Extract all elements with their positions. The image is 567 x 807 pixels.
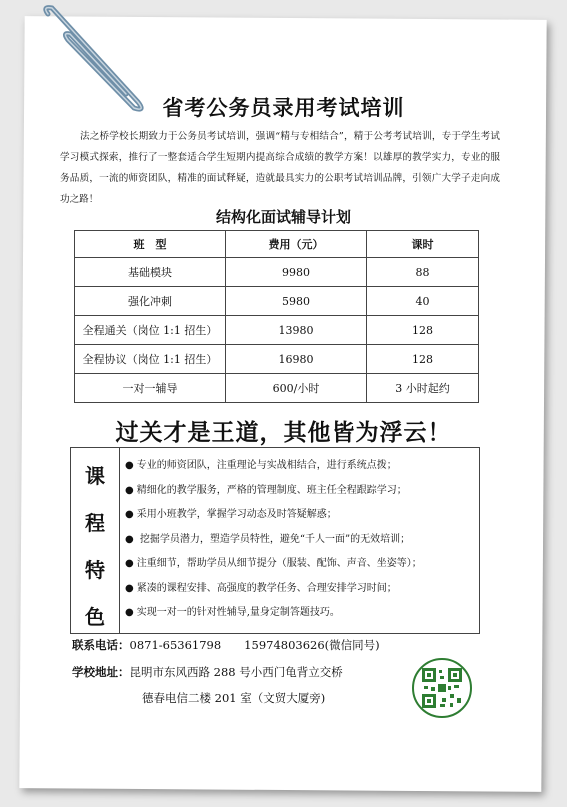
- cell-hours: 40: [367, 287, 479, 316]
- list-item: ● 专业的师资团队，注重理论与实战相结合，进行系统点拨；: [125, 454, 475, 479]
- list-item: ● 挖掘学员潜力，塑造学员特性，避免“千人一面”的无效培训；: [125, 528, 475, 553]
- list-item: ● 实现一对一的针对性辅导,量身定制答题技巧。: [125, 601, 475, 626]
- cell-fee: 600/小时: [226, 374, 367, 403]
- slogan: 过关才是王道，其他皆为浮云！: [115, 420, 452, 446]
- list-item: ● 采用小班教学，掌握学习动态及时答疑解惑；: [125, 503, 475, 528]
- contact-address: [72, 664, 343, 680]
- heading-char: 程: [85, 511, 105, 535]
- address-line-2: 德春电信二楼 201 室（文贸大厦旁): [142, 691, 326, 705]
- table-row: [75, 287, 479, 316]
- plan-title: 结构化面试辅导计划: [215, 208, 351, 226]
- fee-table: [74, 230, 479, 403]
- qr-code-icon: [412, 658, 472, 718]
- list-item: ● 紧凑的课程安排、高强度的教学任务、合理安排学习时间；: [125, 577, 475, 602]
- list-item: ● 注重细节，帮助学员从细节提分（服装、配饰、声音、坐姿等）；: [125, 552, 475, 577]
- cell-hours: 88: [367, 258, 479, 287]
- cell-hours: 128: [367, 345, 479, 374]
- cell-fee: 5980: [226, 287, 367, 316]
- cell-class-type: 全程通关（岗位 1:1 招生）: [75, 316, 226, 345]
- cell-class-type: 全程协议（岗位 1:1 招生）: [75, 345, 226, 374]
- header-hours: 课时: [367, 231, 479, 258]
- address-label: 学校地址：: [72, 665, 130, 679]
- contact-phone: [72, 637, 380, 653]
- cell-class-type: 基础模块: [75, 258, 226, 287]
- cell-fee: 9980: [226, 258, 367, 287]
- features-list: [125, 454, 475, 626]
- table-row: [75, 316, 479, 345]
- cell-hours: 128: [367, 316, 479, 345]
- page-title: 省考公务员录用考试培训: [162, 95, 405, 120]
- table-row: [75, 258, 479, 287]
- address-line-1: 昆明市东风西路 288 号小西门龟背立交桥: [129, 665, 343, 679]
- table-row: [75, 345, 479, 374]
- cell-fee: 16980: [226, 345, 367, 374]
- cell-hours: 3 小时起约: [367, 374, 479, 403]
- header-class-type: 班 型: [75, 231, 226, 258]
- phone-number: 0871-65361798 15974803626(微信同号): [129, 638, 380, 652]
- table-row: [75, 374, 479, 403]
- intro-paragraph: 法之桥学校长期致力于公务员考试培训，强调“精与专相结合”，精于公考考试培训，专于学生考试学习模式探索，推行了一整套适合学生短期内提高综合成绩的教学方案！以雄厚的教学实力，专业的服务品质，一流的师资团队，精准的面试释疑，造就最具实力的公职考试培训品牌，引领广大学子走向成功之路！: [60, 131, 500, 205]
- phone-label: 联系电话：: [72, 638, 130, 652]
- heading-char: 色: [85, 605, 105, 629]
- cell-class-type: 强化冲刺: [75, 287, 226, 316]
- heading-char: 课: [85, 464, 105, 488]
- cell-fee: 13980: [226, 316, 367, 345]
- list-item: ● 精细化的教学服务，严格的管理制度、班主任全程跟踪学习；: [125, 479, 475, 504]
- cell-class-type: 一对一辅导: [75, 374, 226, 403]
- table-header-row: [75, 231, 479, 258]
- header-fee: 费用（元）: [226, 231, 367, 258]
- course-features-box: [70, 447, 480, 634]
- heading-char: 特: [85, 558, 105, 582]
- features-heading: [71, 448, 120, 633]
